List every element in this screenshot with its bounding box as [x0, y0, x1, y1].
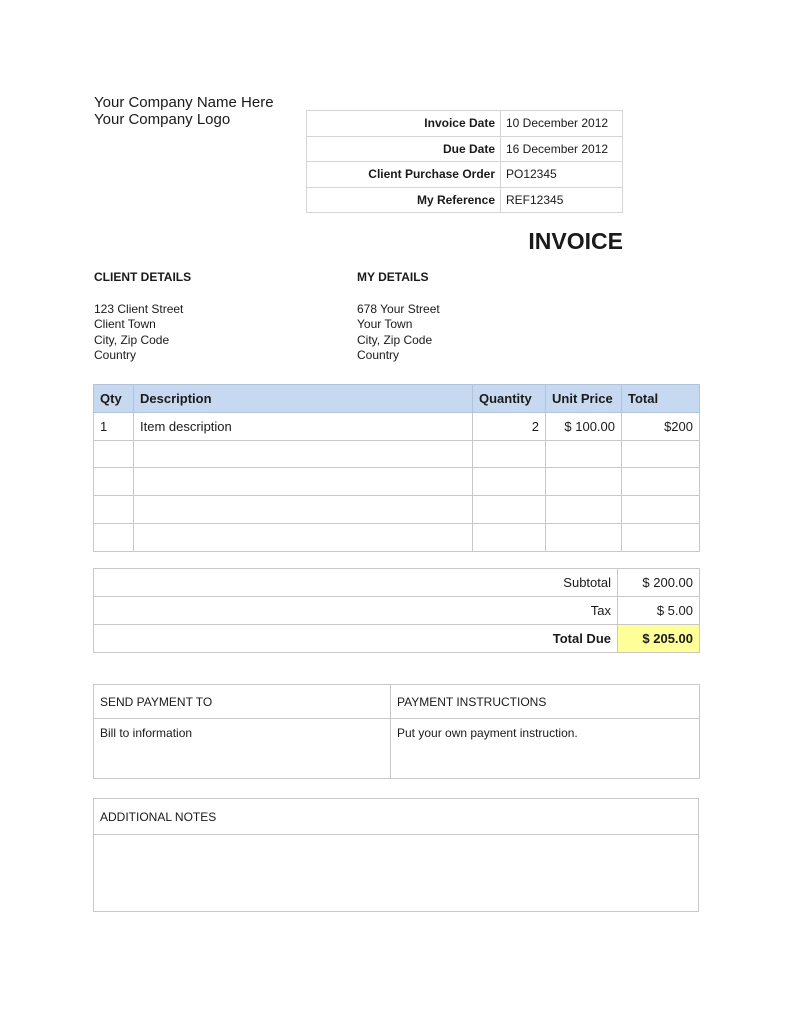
- tax-value: $ 5.00: [618, 597, 700, 625]
- cell-total: [622, 496, 700, 524]
- subtotal-value: $ 200.00: [618, 569, 700, 597]
- my-address-line: City, Zip Code: [357, 332, 433, 347]
- line-items-table: [93, 384, 700, 552]
- totals-table: [93, 568, 700, 653]
- cell-qty: [94, 440, 134, 468]
- client-details: [94, 270, 191, 364]
- meta-row-due-date: [307, 136, 623, 162]
- notes-body-row: [94, 835, 699, 912]
- payment-instructions-heading: PAYMENT INSTRUCTIONS: [391, 685, 700, 719]
- table-row: [94, 412, 700, 440]
- cell-quantity: [473, 523, 546, 551]
- cell-description: [134, 468, 473, 496]
- cell-unit-price: [546, 523, 622, 551]
- payment-header-row: [94, 685, 700, 719]
- cell-description: Item description: [134, 412, 473, 440]
- my-details-heading: MY DETAILS: [357, 270, 429, 284]
- cell-unit-price: $ 100.00: [546, 412, 622, 440]
- my-address-line: 678 Your Street: [357, 301, 440, 316]
- my-address-line: Your Town: [357, 317, 413, 331]
- company-block: [94, 94, 274, 128]
- cell-qty: [94, 496, 134, 524]
- send-payment-heading: SEND PAYMENT TO: [94, 685, 391, 719]
- additional-notes-body: [94, 835, 699, 912]
- company-name: Your Company Name Here: [94, 94, 274, 111]
- cell-unit-price: [546, 468, 622, 496]
- meta-value: PO12345: [501, 162, 623, 188]
- company-logo-placeholder: Your Company Logo: [94, 111, 231, 128]
- meta-label: Invoice Date: [307, 111, 501, 137]
- my-address-line: Country: [357, 348, 400, 362]
- cell-total: $200: [622, 412, 700, 440]
- client-address-line: Country: [94, 348, 137, 362]
- cell-description: [134, 496, 473, 524]
- client-address-line: Client Town: [94, 317, 156, 331]
- total-due-value: $ 205.00: [618, 625, 700, 653]
- meta-label: Due Date: [307, 136, 501, 162]
- column-header-total: Total: [622, 385, 700, 413]
- cell-description: [134, 523, 473, 551]
- meta-row-invoice-date: [307, 111, 623, 137]
- cell-unit-price: [546, 440, 622, 468]
- column-header-unit-price: Unit Price: [546, 385, 622, 413]
- line-items-header: [94, 385, 700, 413]
- payment-body-row: [94, 719, 700, 779]
- table-row: [94, 468, 700, 496]
- tax-label: Tax: [94, 597, 618, 625]
- cell-total: [622, 523, 700, 551]
- table-row: [94, 496, 700, 524]
- cell-qty: [94, 523, 134, 551]
- cell-quantity: [473, 440, 546, 468]
- payment-instructions-body: Put your own payment instruction.: [391, 719, 700, 779]
- additional-notes-table: [93, 798, 699, 912]
- cell-qty: 1: [94, 412, 134, 440]
- send-payment-body: Bill to information: [94, 719, 391, 779]
- notes-header-row: [94, 799, 699, 835]
- cell-description: [134, 440, 473, 468]
- table-row: [94, 523, 700, 551]
- meta-row-reference: [307, 187, 623, 213]
- meta-label: My Reference: [307, 187, 501, 213]
- meta-value: 10 December 2012: [501, 111, 623, 137]
- cell-quantity: 2: [473, 412, 546, 440]
- total-due-label: Total Due: [94, 625, 618, 653]
- invoice-title: INVOICE: [528, 228, 623, 254]
- client-details-heading: CLIENT DETAILS: [94, 270, 192, 284]
- meta-value: 16 December 2012: [501, 136, 623, 162]
- cell-quantity: [473, 496, 546, 524]
- client-address-line: City, Zip Code: [94, 332, 170, 347]
- meta-row-purchase-order: [307, 162, 623, 188]
- cell-unit-price: [546, 496, 622, 524]
- subtotal-label: Subtotal: [94, 569, 618, 597]
- invoice-meta-table: [306, 110, 623, 213]
- cell-quantity: [473, 468, 546, 496]
- additional-notes-heading: ADDITIONAL NOTES: [94, 799, 699, 835]
- meta-label: Client Purchase Order: [307, 162, 501, 188]
- cell-qty: [94, 468, 134, 496]
- payment-table: [93, 684, 700, 779]
- table-row: [94, 440, 700, 468]
- meta-value: REF12345: [501, 187, 623, 213]
- total-due-row: [94, 625, 700, 653]
- client-address-line: 123 Client Street: [94, 301, 184, 316]
- column-header-qty: Qty: [94, 385, 134, 413]
- cell-total: [622, 468, 700, 496]
- subtotal-row: [94, 569, 700, 597]
- my-details: [357, 270, 440, 364]
- cell-total: [622, 440, 700, 468]
- column-header-quantity: Quantity: [473, 385, 546, 413]
- column-header-description: Description: [134, 385, 473, 413]
- tax-row: [94, 597, 700, 625]
